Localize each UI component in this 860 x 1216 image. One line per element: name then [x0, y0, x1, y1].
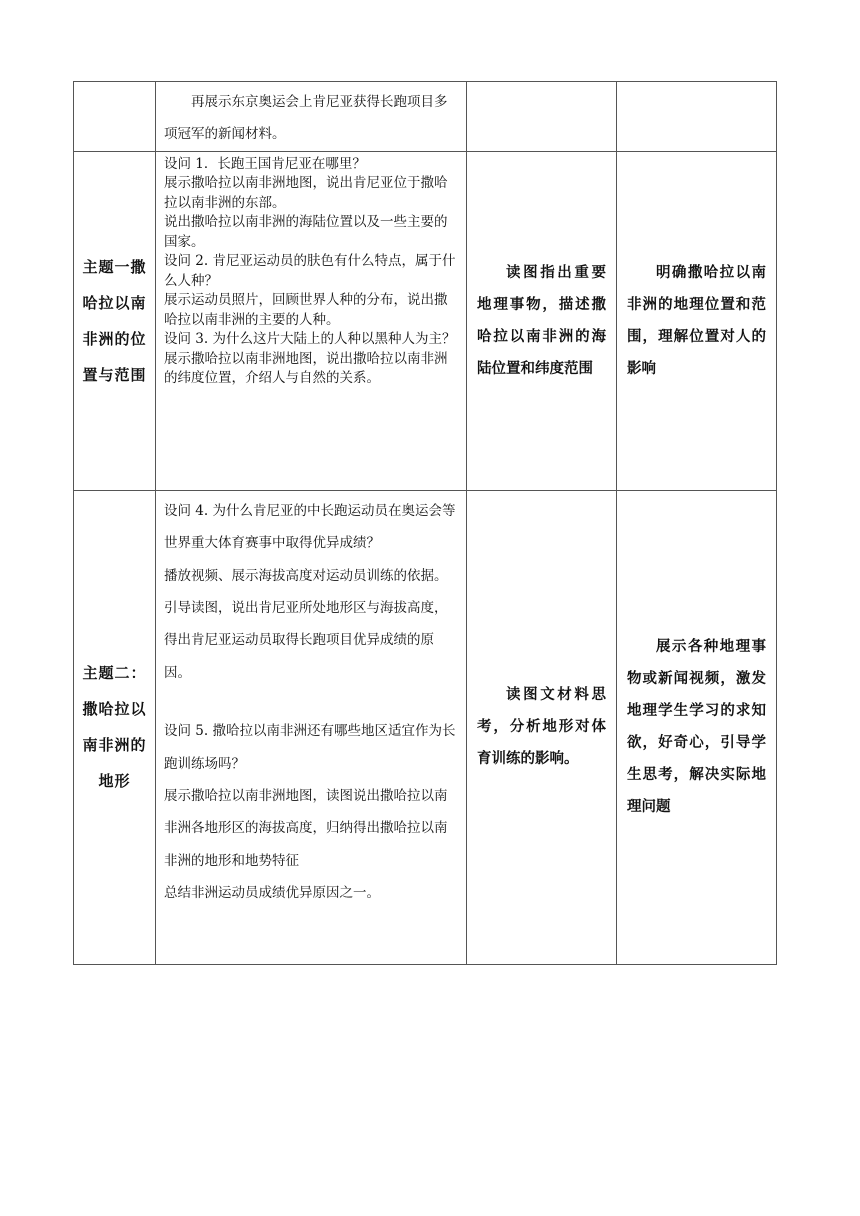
design-intent-cell — [617, 490, 777, 964]
table-row — [74, 490, 777, 964]
design-intent-text: 明确撒哈拉以南非洲的地理位置和范围，理解位置对人的影响 — [627, 264, 766, 377]
student-activity-cell — [467, 82, 617, 152]
lesson-plan-table — [73, 81, 777, 965]
question-5: 设问 5. 撒哈拉以南非洲还有哪些地区适宜作为长跑训练场吗？ — [164, 723, 456, 772]
table-row — [74, 82, 777, 152]
student-activity-text: 读图指出重要地理事物，描述撒哈拉以南非洲的海陆位置和纬度范围 — [477, 264, 606, 377]
question-4: 设问 4. 为什么肯尼亚的中长跑运动员在奥运会等世界重大体育赛事中取得优异成绩？ — [164, 502, 456, 552]
topic-cell — [74, 151, 156, 490]
student-activity-text: 读图文材料思考，分析地形对体育训练的影响。 — [477, 687, 606, 768]
content-cell — [156, 490, 467, 964]
question-2: 设问 2. 肯尼亚运动员的肤色有什么特点，属于什么人种？ — [164, 253, 456, 289]
student-activity-cell — [467, 151, 617, 490]
topic-cell — [74, 490, 156, 964]
content-cell — [156, 151, 467, 490]
topic-label: 主题一撒哈拉以南非洲的位置与范围 — [82, 257, 147, 384]
content-paragraph: 播放视频、展示海拔高度对运动员训练的依据。 — [164, 567, 448, 584]
content-cell — [156, 82, 467, 152]
topic-label: 主题二：撒哈拉以南非洲的地形 — [82, 664, 147, 791]
table-row — [74, 151, 777, 490]
content-paragraph: 展示撒哈拉以南非洲地图，读图说出撒哈拉以南非洲各地形区的海拔高度，归纳得出撒哈拉以南非洲的地形和地势特征 — [164, 788, 448, 869]
content-paragraph: 再展示东京奥运会上肯尼亚获得长跑项目多项冠军的新闻材料。 — [164, 94, 448, 143]
content-paragraph: 展示撒哈拉以南非洲地图，说出撒哈拉以南非洲的纬度位置，介绍人与自然的关系。 — [164, 350, 448, 387]
design-intent-text: 展示各种地理事物或新闻视频，激发地理学生学习的求知欲，好奇心，引导学生思考，解决实际地理问题 — [627, 639, 766, 816]
content-paragraph: 展示运动员照片，回顾世界人种的分布，说出撒哈拉以南非洲的主要的人种。 — [164, 292, 448, 328]
student-activity-cell — [467, 490, 617, 964]
design-intent-cell — [617, 82, 777, 152]
content-paragraph: 说出撒哈拉以南非洲的海陆位置以及一些主要的国家。 — [164, 214, 448, 250]
content-paragraph: 展示撒哈拉以南非洲地图，说出肯尼亚位于撒哈拉以南非洲的东部。 — [164, 175, 448, 211]
content-paragraph: 引导读图，说出肯尼亚所处地形区与海拔高度，得出肯尼亚运动员取得长跑项目优异成绩的原因。 — [164, 600, 448, 681]
design-intent-cell — [617, 151, 777, 490]
question-3: 设问 3. 为什么这片大陆上的人种以黑种人为主？ — [164, 331, 456, 348]
blank-line — [164, 689, 458, 715]
content-paragraph: 总结非洲运动员成绩优异原因之一。 — [164, 885, 380, 902]
topic-cell — [74, 82, 156, 152]
question-1: 设问 1．长跑王国肯尼亚在哪里？ — [164, 155, 366, 172]
